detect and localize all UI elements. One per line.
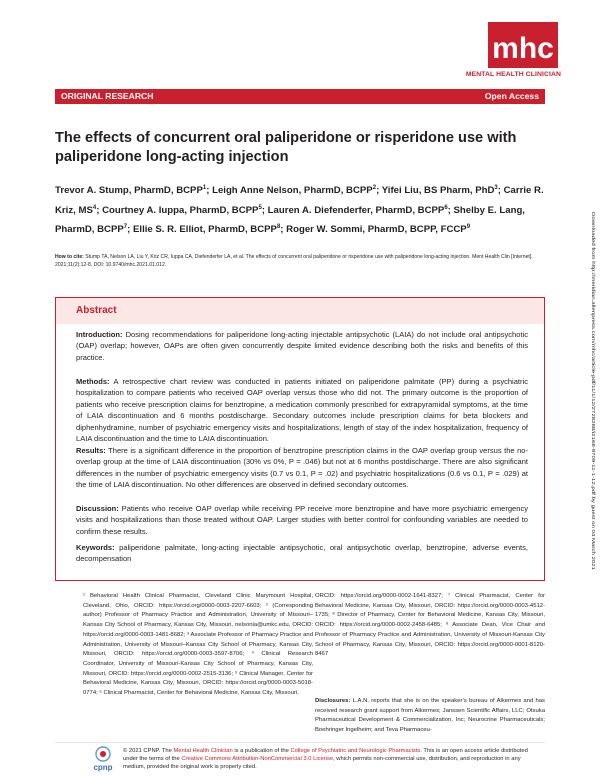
license-text: © 2021 CPNP. The	[123, 748, 174, 754]
license-text: is a publication of the	[232, 748, 291, 754]
author-name: Ellie S. R. Elliot, PharmD, BCPP	[133, 224, 277, 236]
abstract-heading: Abstract	[76, 305, 117, 316]
abstract-header	[56, 298, 544, 324]
section-text: There is a significant difference in the proportion of benztropine prescription claims in the OAP overlap group versus the no-overlap group at the time of LAIA discontinuation (30% vs 0%, P = .046) but not at 6 months postdischarge. There are also significant differences in the number of psychiatric emergency visits (0.7 vs 0.1, P = .02) and psychiatric hospitalizations (0.6 vs 0.1, P = .029) at the time of LAIA discontinuation. No other differences are observed in defined secondary outcomes.	[76, 446, 528, 490]
author-affiliation-mark: 6	[444, 204, 448, 211]
download-watermark	[585, 212, 595, 572]
author-affiliation-mark: 3	[494, 185, 498, 191]
author-affiliation-mark: 2	[372, 185, 377, 191]
author-name: Shelby E. Lang, PharmD, BCPP	[55, 204, 525, 236]
open-access-label: Open Access	[484, 91, 539, 101]
journal-link[interactable]: Mental Health Clinician	[173, 748, 233, 754]
author-affiliation-mark: 7	[123, 224, 128, 231]
author-name: Leigh Anne Nelson, PharmD, BCPP	[212, 185, 373, 197]
footer-divider	[55, 742, 545, 743]
disclosures	[315, 697, 545, 736]
section-label: Results:	[76, 446, 106, 455]
section-text: paliperidone palmitate, long-acting injectable antipsychotic, oral antipsychotic overlap, benztropine, adverse events, decompensation	[76, 543, 528, 564]
author-affiliation-mark: 8	[276, 224, 281, 231]
cc-license-link[interactable]: Creative Commons Attribution-NonCommercial 3.0 License	[181, 756, 334, 763]
author-name: Lauren A. Diefenderfer, PharmD, BCPP	[267, 204, 445, 216]
disclosures-text: L.A.N. reports that she is on the speaker’s bureau of Alkermes and has received research grant support from Alkermes; Janssen Scientific Affairs, LLC; Otsuka Pharmaceutical Development & Commercialization, Inc; Neurocrine Pharmaceuticals; Boehringer Ingelheim; and Teva Pharmaceu-	[315, 698, 545, 734]
author-name: Yifei Liu, BS Pharm, PhD	[381, 185, 495, 197]
article-title: The effects of concurrent oral paliperidone or risperidone use with paliperidone long-acting injection	[55, 130, 517, 165]
author-affiliation-mark: 5	[258, 204, 262, 211]
logo-text: mhc	[492, 32, 554, 65]
abstract-methods	[76, 376, 528, 444]
affiliations-right: ORCID: https://orcid.org/0000-0002-1641-8327; ⁷ Clinical Pharmacist, Center for Behavioral Medicine, Kansas City, Missouri, ORCID: https://orcid.org/0000-0003-4512-1735; ⁸ Director of Pharmacy, Center for Behavioral Medicine, Kansas City, Missouri, ORCID: https://orcid.org/0000-0002-2458-6485; ⁹ Associate Dean, Vice Chair and Professor of Pharmacy Practice and Administration, University of Missouri-Kansas City School of Pharmacy, Kansas City, Missouri, ORCID: https://orcid.org/0000-0001-8120-8467	[315, 593, 545, 658]
section-label: Methods:	[76, 377, 110, 386]
license-text: , which permits non-commercial use, distribution, and reproduction in any medium, provided the original work is properly cited.	[123, 756, 521, 771]
license-text: . This is an open access article distributed under the terms of the	[123, 748, 528, 763]
author-list: Trevor A. Stump, PharmD, BCPP$^1$; Leigh Anne Nelson, PharmD, BCPP$^2$; Yifei Liu, BS Pharm, PhD$^3$; Carrie R. Kriz, $MS^4$; Courtney A. Iuppa, PharmD, BCPP$^5$; Lauren A. Diefenderfer, PharmD, BCPP$^6$; Shelby E. Lang, PharmD, BCPP$^7$; Ellie S. R. Elliot, PharmD, BCPP$^8$; Roger W. Sommi, PharmD, BCPP, FCCP$^9$	[55, 185, 544, 236]
section-label: Keywords:	[76, 543, 115, 552]
author-name: Roger W. Sommi, PharmD, BCPP, FCCP	[286, 224, 467, 236]
section-text: A retrospective chart review was conducted in patients initiated on paliperidone palmitate (PP) during a psychiatric hospitalization to compare patients who received OAP overlap versus those who did not. The primary outcome is the proportion of patients who receive prescription claims for benztropine, a medication commonly prescribed for extrapyramidal symptoms, at the time of LAIA discontinuation and 6 months postdischarge. Secondary outcomes include prescription claims for beta blockers and diphenhydramine, number of psychiatric emergency visits and hospitalizations, length of stay of the index hospitalization, frequency of LAIA discontinuation and the time to LAIA discontinuation.	[76, 377, 528, 444]
section-label: Introduction:	[76, 330, 123, 339]
author-name: Courtney A. Iuppa, PharmD, BCPP	[102, 204, 259, 216]
author-name: Trevor A. Stump, PharmD, BCPP	[55, 185, 203, 197]
section-label: Discussion:	[76, 504, 119, 513]
abstract-introduction	[76, 329, 528, 363]
abstract-keywords	[76, 542, 528, 565]
abstract-discussion	[76, 503, 528, 537]
section-text: Dosing recommendations for paliperidone long-acting injectable antipsychotic (LAIA) do not include oral antipsychotic (OAP) overlap; however, OAPs are often given concurrently despite limited evidence describing both the risks and benefits of this practice.	[76, 330, 528, 362]
author-affiliation-mark: 4	[92, 204, 97, 211]
how-to-cite	[55, 253, 545, 269]
article-type-bar	[55, 89, 545, 104]
affiliations-left: ¹ Behavioral Health Clinical Pharmacist, Cleveland Clinic Marymount Hospital, Cleveland, Ohio, ORCID: https://orcid.org/0000-0003-2207-6603; ² (Corresponding author) Professor of Pharmacy Practice and Administration, University of Missouri–Kansas City School of Pharmacy, Kansas City, Missouri, nelsonla@umkc.edu, ORCID: https://orcid.org/0000-0003-1481-8682; ³ Associate Professor of Pharmacy Practice and Administration, University of Missouri–Kansas City School of Pharmacy, Kansas City, Missouri, ORCID: https://orcid.org/0000-0003-3597-8706; ⁴ Clinical Research Coordinator, University of Missouri-Kansas City School of Pharmacy, Kansas City, Missouri, ORCID: https://orcid.org/0000-0002-2515-3136; ⁵ Clinical Manager, Center for Behavioral Medicine, Kansas City, Missouri, ORCID: https://orcid.org/0000-0003-5018-0774; ⁶ Clinical Pharmacist, Center for Behavioral Medicine, Kansas City, Missouri,	[83, 593, 313, 697]
download-watermark-text: Downloaded from http://meridian.allenpress.com/mhc/article-pdf/11/1/12/2728288/i2168-9709-11-1-12.pdf by guest on 04 March 2021	[591, 212, 596, 484]
author-name: Carrie R. Kriz, MS	[55, 185, 544, 216]
cpnp-logo	[86, 745, 120, 773]
abstract-box	[55, 297, 545, 581]
mhc-logo	[488, 22, 558, 68]
cpnp-link[interactable]: College of Psychiatric and Neurologic Pharmacists	[290, 748, 421, 754]
logo-subtitle: MENTAL HEALTH CLINICIAN	[465, 71, 561, 78]
how-to-cite-text: Stump TA, Nelson LA, Liu Y, Kriz CR, Iuppa CA, Diefenderfer LA, et al. The effects of concurrent oral paliperidone or risperidone use with paliperidone long-acting injection. Ment Health Clin [Internet]. 2021;11(2):12-8. DOI: 10.9740/mhc.2021.01.012.	[55, 254, 533, 268]
cpnp-logo-text: cpnp	[93, 763, 113, 772]
section-text: Patients who receive OAP overlap while receiving PP receive more benztropine and have more psychiatric emergency visits and hospitalizations than those treated without OAP. Larger studies with better control for confounding variables are needed to confirm these results.	[76, 504, 528, 536]
license-statement	[123, 747, 543, 772]
abstract-results	[76, 445, 528, 491]
article-type-label: ORIGINAL RESEARCH	[61, 91, 154, 101]
author-affiliation-mark: 1	[202, 185, 207, 191]
how-to-cite-label: How to cite:	[55, 254, 84, 260]
disclosures-label: Disclosures:	[315, 698, 351, 704]
author-affiliation-mark: 9	[466, 224, 471, 231]
